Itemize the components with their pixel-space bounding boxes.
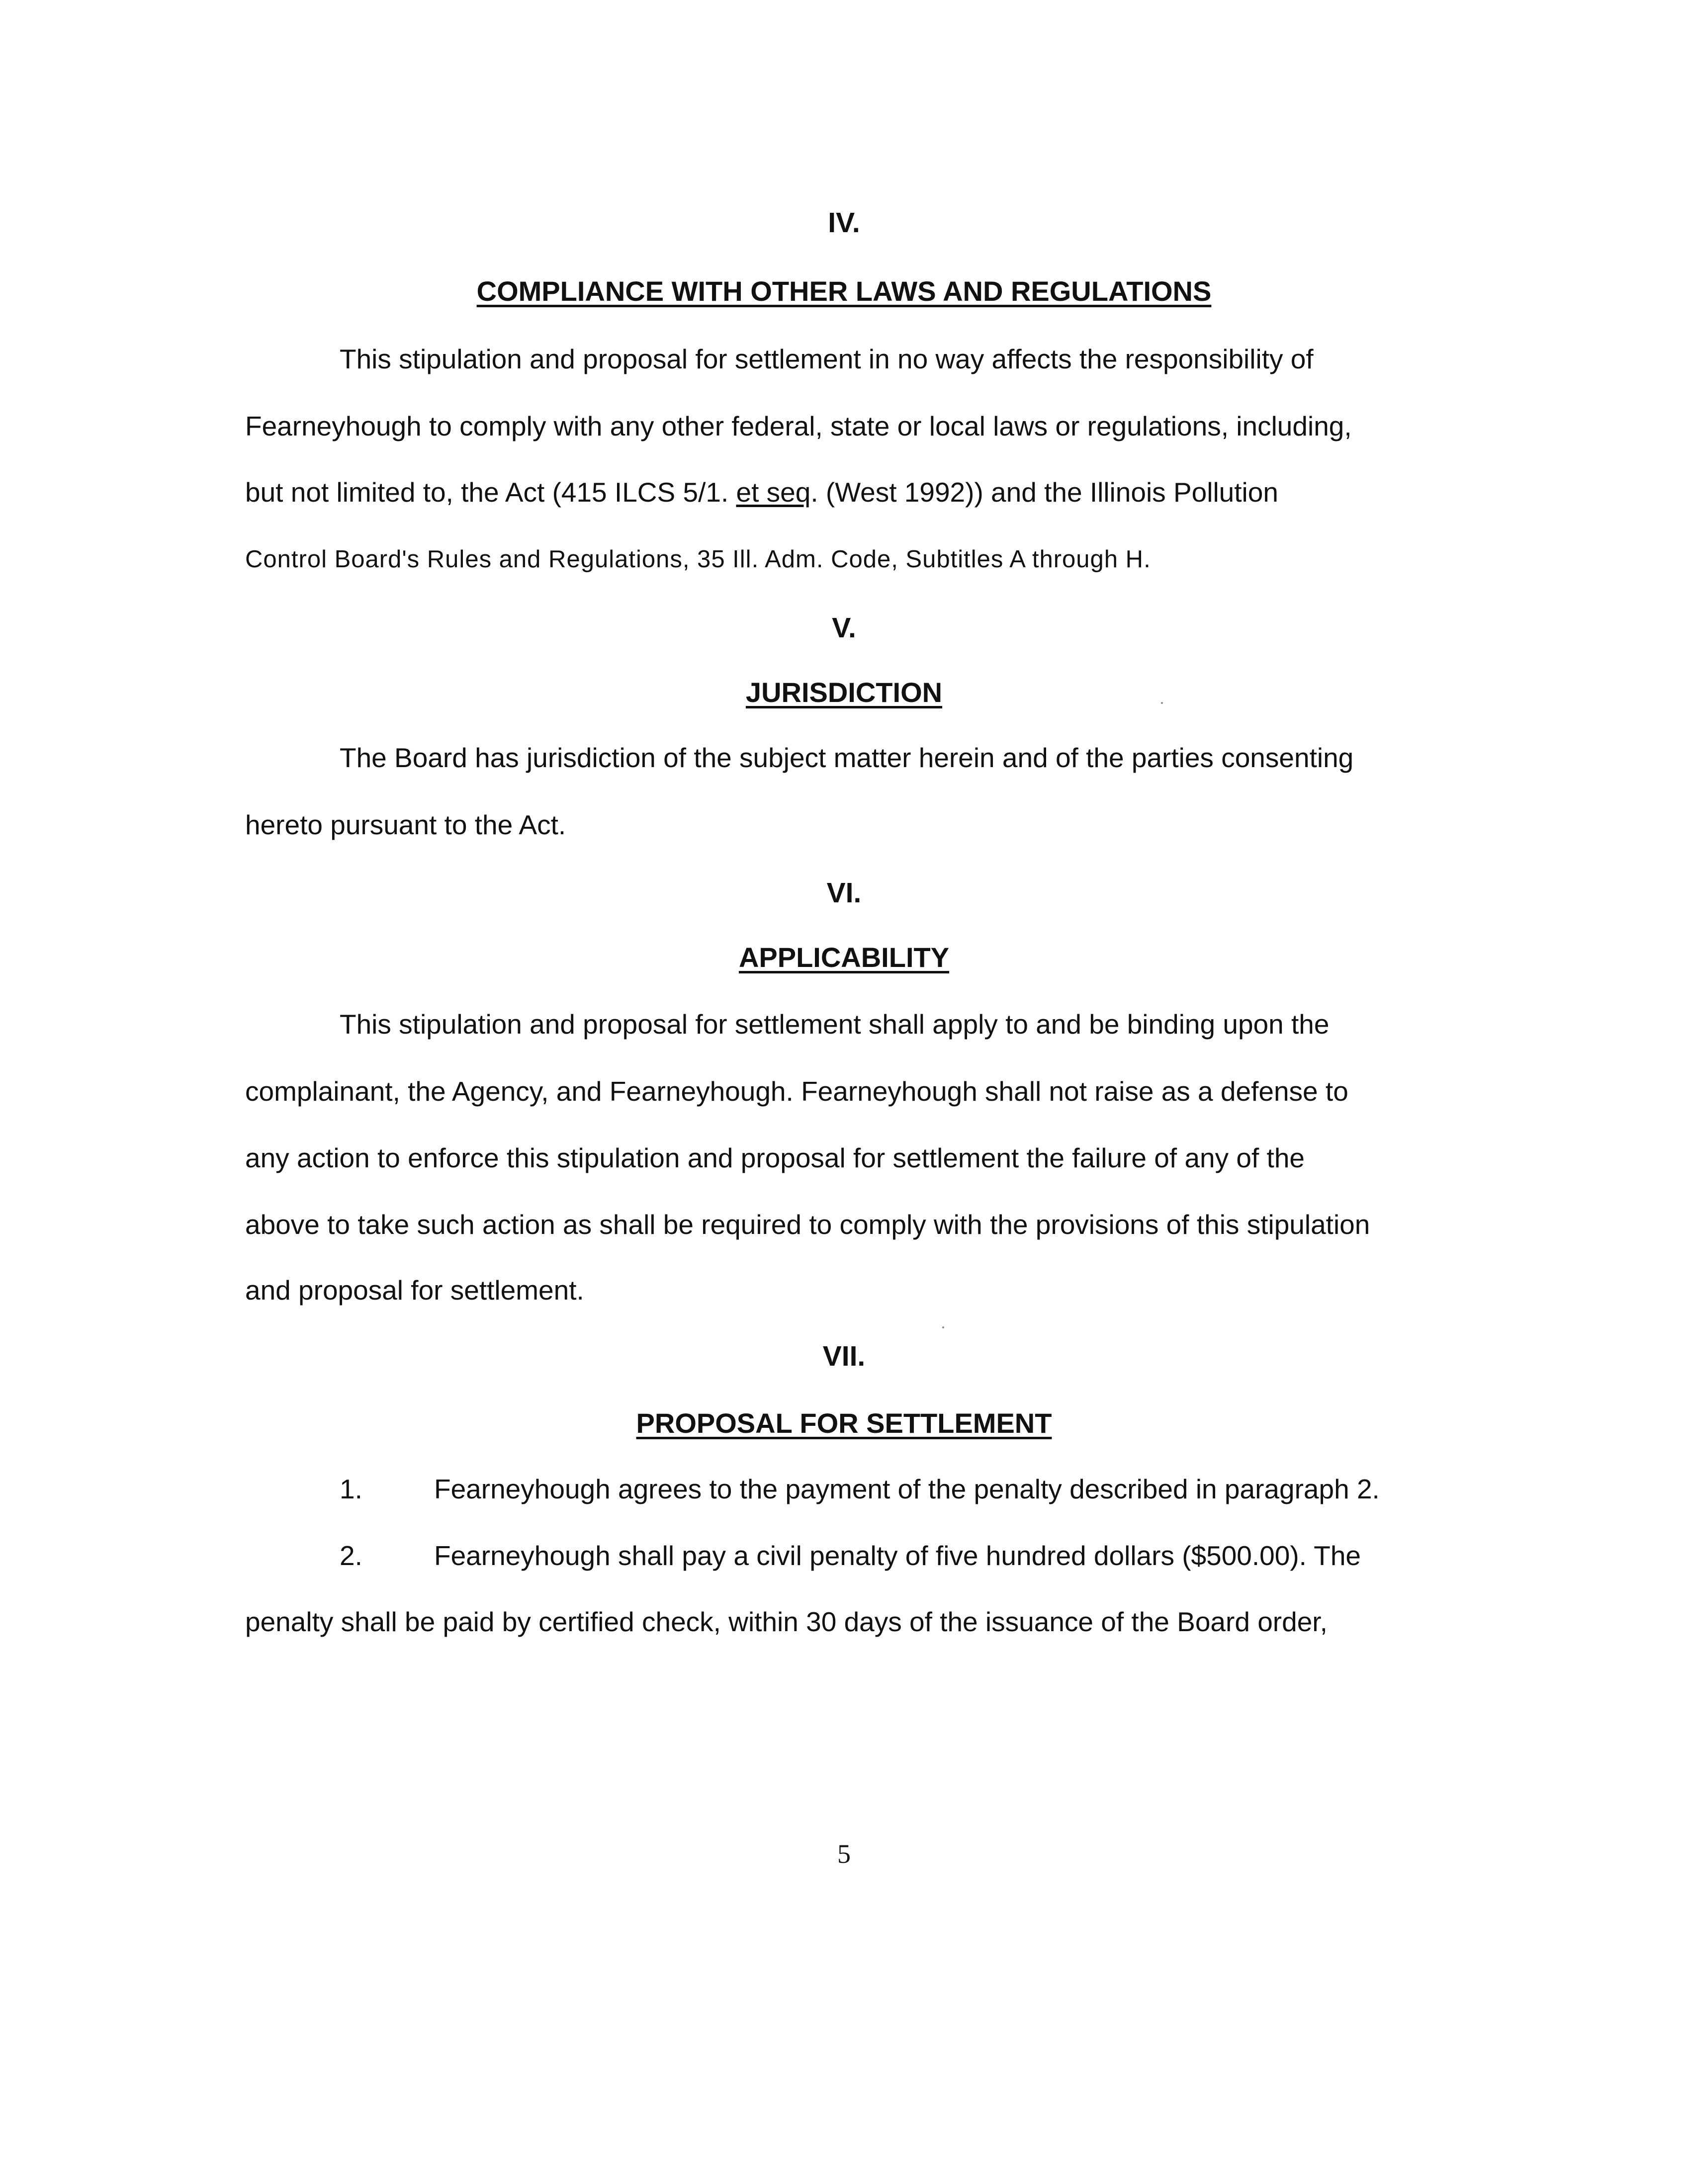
- citation-et-seq: et seq: [736, 477, 811, 508]
- paragraph-line: Fearneyhough to comply with any other federal, state or local laws or regulations, including,: [245, 411, 1352, 441]
- text-run: but not limited to, the Act (415 ILCS 5/1.: [245, 477, 729, 508]
- paragraph-line: This stipulation and proposal for settlement in no way affects the responsibility of: [340, 344, 1314, 374]
- paragraph-line: penalty shall be paid by certified check, within 30 days of the issuance of the Board order,: [245, 1606, 1328, 1637]
- section-heading: COMPLIANCE WITH OTHER LAWS AND REGULATIONS: [476, 275, 1212, 307]
- list-item-number: 1.: [340, 1474, 362, 1504]
- list-item-text: Fearneyhough shall pay a civil penalty of five hundred dollars ($500.00). The: [434, 1540, 1361, 1571]
- paragraph-line: any action to enforce this stipulation and proposal for settlement the failure of any of the: [245, 1142, 1305, 1173]
- paragraph-line: This stipulation and proposal for settlement shall apply to and be binding upon the: [340, 1009, 1330, 1040]
- scan-speck: [1161, 702, 1163, 704]
- page-number: 5: [837, 1839, 851, 1869]
- paragraph-line: complainant, the Agency, and Fearneyhough. Fearneyhough shall not raise as a defense to: [245, 1076, 1348, 1107]
- section-heading: JURISDICTION: [745, 677, 943, 708]
- paragraph-line: hereto pursuant to the Act.: [245, 809, 566, 840]
- paragraph-line: and proposal for settlement.: [245, 1275, 584, 1306]
- section-heading: APPLICABILITY: [738, 942, 950, 973]
- section-numeral: VI.: [826, 877, 862, 909]
- list-item-text: Fearneyhough agrees to the payment of the penalty described in paragraph 2.: [434, 1474, 1380, 1504]
- paragraph-line: above to take such action as shall be required to comply with the provisions of this stipulation: [245, 1209, 1370, 1240]
- section-numeral: V.: [832, 612, 856, 644]
- section-numeral: IV.: [828, 207, 860, 239]
- list-item-number: 2.: [340, 1540, 362, 1571]
- section-numeral: VII.: [822, 1340, 866, 1372]
- paragraph-line: [245, 476, 1278, 508]
- section-heading: PROPOSAL FOR SETTLEMENT: [636, 1407, 1052, 1439]
- text-run: . (West 1992)) and the Illinois Pollution: [810, 477, 1278, 508]
- paragraph-line: The Board has jurisdiction of the subject matter herein and of the parties consenting: [340, 742, 1354, 773]
- scan-speck: [942, 1326, 944, 1328]
- paragraph-line: Control Board's Rules and Regulations, 35 Ill. Adm. Code, Subtitles A through H.: [245, 546, 1151, 573]
